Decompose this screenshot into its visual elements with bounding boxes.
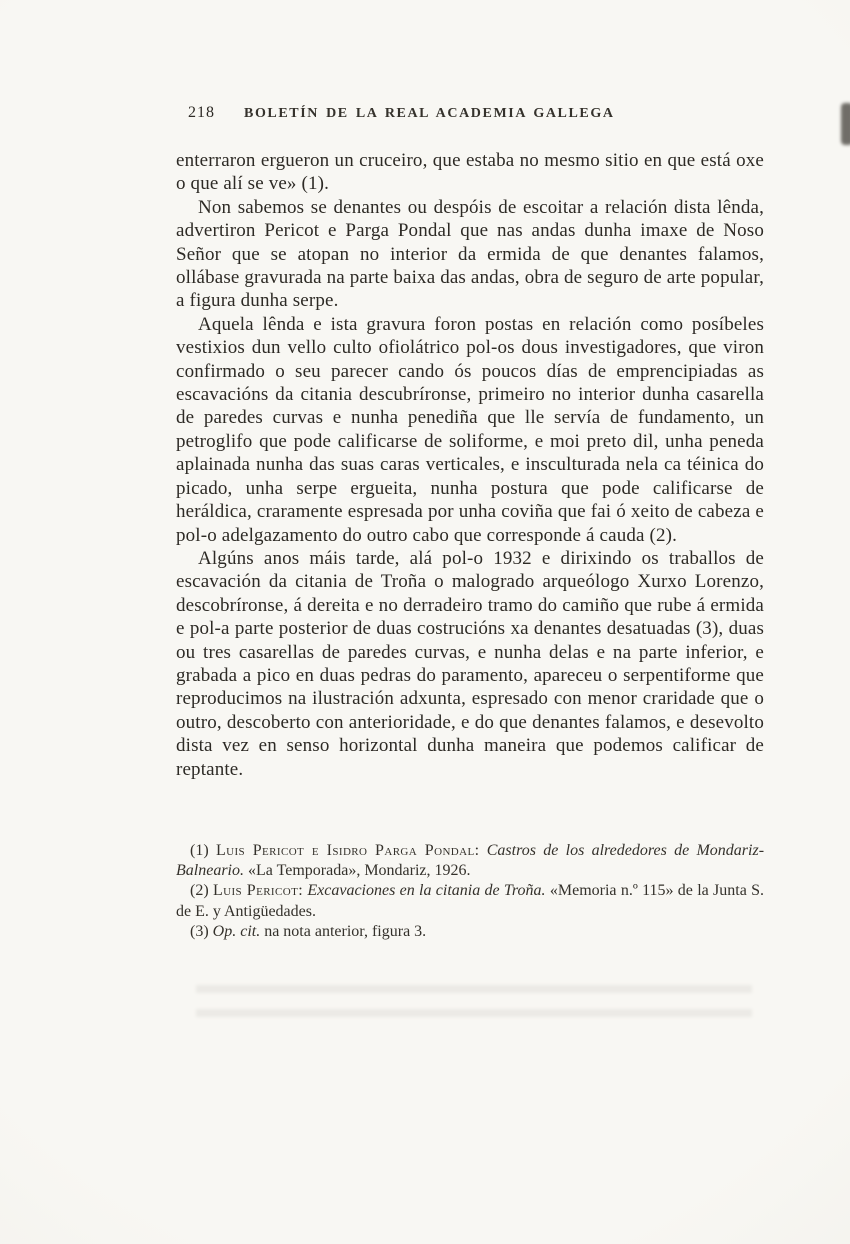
footnote-publication: «La Temporada», Mondariz, 1926. [248,862,471,880]
paragraph: Non sabemos se denantes ou despóis de escoitar a relación dista lênda, advertiron Pericot e Parga Pondal que nas andas dunha imaxe de Noso Señor que se atopan no interior da ermida de que denantes falamos, ollábase gravurada na parte baixa das andas, obra de seguro de arte popular, a figura dunha serpe. [176,196,764,312]
paragraph: Algúns anos máis tarde, alá pol-o 1932 e dirixindo os traballos de escavación da citania de Troña o malogrado arqueólogo Xurxo Lorenzo, descobríronse, á dereita e no derradeiro tramo do camiño que rube á ermida e pol-a parte posterior de duas costrucións xa denantes desatuadas (3), duas ou tres casarellas de paredes curvas, e nunha delas e na parte inferior, e grabada a pico en duas pedras do paramento, apareceu o serpentiforme que reproducimos na ilustración adxunta, espresado con menor craridade que o outro, descoberto con anterioridade, e do que denantes falamos, e desevolto dista vez en senso horizontal dunha maneira que podemos calificar de reptante. [176,547,764,780]
footnote-publication: «Memoria n.º 115» de la Junta S. de E. y Antigüedades. [176,882,765,920]
footnote-work-title: Op. cit. [212,922,261,940]
footnote [176,922,764,942]
paragraph-continuation: enterraron ergueron un cruceiro, que estaba no mesmo sitio en que está oxe o que alí se ve» (1). [176,150,764,195]
footnote-authors: Luis Pericot e Isidro Parga Pondal: [215,841,480,859]
body-text [176,149,764,781]
footnote-work-title: Castros de los alrededores de Mondariz-Balneario. [176,841,765,880]
footnote-publication: na nota anterior, figura 3. [264,922,427,940]
footnotes [176,841,764,942]
scan-edge-artifact [841,103,850,145]
footnote-marker: (1) [190,841,209,859]
footnote-work-title: Excavaciones en la citania de Troña. [307,882,546,900]
footnote-marker: (2) [190,882,209,900]
footnote [176,841,764,881]
footnote [176,881,764,921]
page-header [176,104,764,122]
bleed-through-artifact [196,980,752,1028]
paragraph: Aquela lênda e ista gravura foron postas en relación como posíbeles vestixios dun vello culto ofiolátrico pol-os dous investigadores, que viron confirmado o seu parecer cando ós poucos días de emprencipiadas as escavacións da citania descubríronse, primeiro no interior dunha casarella de paredes curvas e nunha penediña que lle servía de fundamento, un petroglifo que pode calificarse de soliforme, e moi preto dil, unha peneda aplainada nunha das suas caras verticales, e insculturada nela ca téinica do picado, unha serpe ergueita, nunha postura que pode calificarse de heráldica, craramente espresada por unha coviña que fai ó xeito de cabeza e pol-o adelgazamento do outro cabo que corresponde á cauda (2). [176,313,764,546]
page-number: 218 [188,104,215,121]
footnote-authors: Luis Pericot: [212,882,304,900]
page-content [176,104,764,942]
running-title: BOLETÍN DE LA REAL ACADEMIA GALLEGA [244,106,615,121]
footnote-marker: (3) [190,922,209,940]
